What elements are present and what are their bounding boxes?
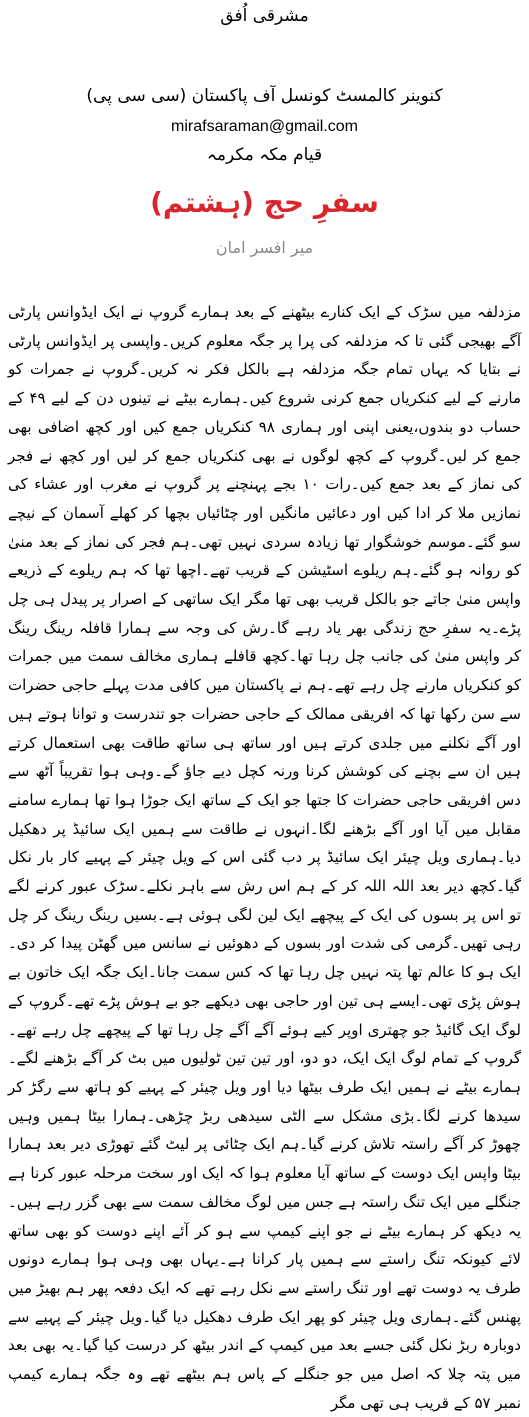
location-line: قیام مکہ مکرمہ xyxy=(206,145,323,165)
article-body: مزدلفہ میں سڑک کے ایک کنارے بیٹھنے کے بعد ہمارے گروپ نے ایک ایڈوانس پارٹی آگے بھیجی گئی تا کہ مزدلفہ کی پرا پر جگہ معلوم کریں۔واپسی پر ایڈوانس پارٹی نے بتایا کہ یہاں تمام جگہ مزدلفہ ہے بالکل فکر نہ کریں۔گروپ نے جمرات کو مارنے کے لیے کنکریاں جمع کرنی شروع کیں۔ہمارے بیٹے نے تینوں دن کے لیے ۴۹ کے حساب دو بندوں،یعنی اپنی اور ہماری ۹۸ کنکریاں جمع کیں اور کچھ اضافی بھی جمع کر لیں۔گروپ کے کچھ لوگوں نے بھی کنکریاں جمع کر لیں اور کچھ نے فجر کی نماز کے بعد جمع کیں۔رات ۱۰ بجے پہنچنے پر گروپ نے مغرب اور عشاء کی نمازیں ملا کر ادا کیں اور دعائیں مانگیں اور چٹائیاں بچھا کر کھلے آسمان کے نیچے سو گئے۔موسم خوشگوار تھا زیادہ سردی نہیں تھی۔ہم فجر کی نماز کے بعد منیٰ کو روانہ ہو گئے۔ہم ریلوے اسٹیشن کے قریب تھے۔اچھا تھا کہ ہم ریلوے کے ذریعے واپس منیٰ جاتے جو بالکل قریب بھی تھا مگر ایک ساتھی کے اصرار پر پیدل ہی چل پڑے۔یہ سفرِ حج زندگی بھر یاد رہے گا۔رش کی وجہ سے ہمارا قافلہ رینگ رینگ کر واپس منیٰ کی جانب چل رہا تھا۔کچھ قافلے ہماری مخالف سمت میں جمرات کو کنکریاں مارنے چل رہے تھے۔ہم نے پاکستان میں کافی مدت پہلے حاجی حضرات سے سن رکھا تھا کہ افریقی ممالک کے حاجی حضرات جو تندرست و توانا ہوتے ہیں اور آگے نکلنے میں جلدی کرتے ہیں اور ساتھ ہی ساتھ طاقت بھی استعمال کرتے ہیں ان سے بچنے کی کوشش کرنا ورنہ کچل دیے جاؤ گے۔وہی ہوا تقریباً آٹھ سے دس افریقی حاجی حضرات کا جتھا جو ایک کے ساتھ ایک جوڑا ہوا تھا ہمارے سامنے مقابل میں آیا اور آگے بڑھنے لگا۔انہوں نے طاقت سے ہمیں ایک سائیڈ پر دھکیل دیا۔ہماری ویل چیئر ایک سائیڈ پر دب گئی اس کے ویل چیئر کے پہیے کار بار نکل گیا۔کچھ دیر بعد اللہ اللہ کر کے ہم اس رش سے باہر نکلے۔سڑک عبور کرنے لگے تو اس پر بسوں کی ایک کے پیچھے ایک لین لگی ہوئی ہے۔بسیں رینگ رینگ کر چل رہی تھیں۔گرمی کی شدت اور بسوں کے دھوئیں نے سانس میں گھٹن پیدا کر دی۔ایک ہو کا عالم تھا پتہ نہیں چل رہا تھا کہ کس سمت جانا۔ایک جگہ ایک خاتون بے ہوش پڑی تھی۔ایسے ہی تین اور حاجی بھی دیکھے جو بے ہوش پڑے تھے۔گروپ کے لوگ ایک گائیڈ جو چھتری اوپر کیے ہوئے آگے آگے چل رہا تھا کے پیچھے چل رہے تھے۔گروپ کے تمام لوگ ایک ایک، دو دو، اور تین تین ٹولیوں میں بٹ کر آگے بڑھنے لگے۔ہمارے بیٹے نے ہمیں ایک طرف بیٹھا دیا اور ویل چیئر کے پہیے کو ہاتھ سے رگڑ کر سیدھا کرنے لگا۔بڑی مشکل سے الٹی سیدھی ربڑ چڑھی۔ہمارا بیٹا ہمیں وہیں چھوڑ کر آگے راستہ تلاش کرنے گیا۔ہم ایک چٹائی پر لیٹ گئے تھوڑی دیر بعد ہمارا بیٹا واپس ایک دوست کے ساتھ آیا معلوم ہوا کہ ایک اور سخت مرحلہ عبور کرنا ہے جنگلے میں ایک تنگ راستہ ہے جس میں لوگ مخالف سمت سے بھی گزر رہے ہیں۔یہ دیکھ کر ہمارے بیٹے نے جو اپنے کیمپ سے ہو کر آئے اپنے دوست کو بھی ساتھ لائے کیونکہ تنگ راستے سے ہمیں پار کرانا ہے۔یہاں بھی وہی ہوا ہمارے دونوں طرف یہ دوست تھے اور تنگ راستے سے نکل رہے تھے کہ ایک دفعہ پھر ہم بھیڑ میں پھنس گئے۔ہماری ویل چیئر کو پھر ایک طرف دھکیل دیا گیا۔ویل چیئر کے پہیے سے دوبارہ ربڑ نکل گئی جسے بعد میں کیمپ کے اندر بیٹھ کر درست کیا گیا۔یہ بھی بعد میں پتہ چلا کہ اصل میں جو جنگلے کے پاس ہم بیٹھے تھے وہ جگہ ہمارے کیمپ نمبر ۵۷ کے قریب ہی تھی مگر xyxy=(8,303,521,1412)
convener-line: کنوینر کالمسٹ کونسل آف پاکستان (سی سی پی) xyxy=(86,86,443,106)
column-name: مشرقی اُفق xyxy=(220,6,309,26)
author-email: mirafsaraman@gmail.com xyxy=(171,118,358,135)
article-title: سفرِ حج (ہشتم) xyxy=(150,186,379,219)
author-name: میر افسر امان xyxy=(215,238,314,257)
